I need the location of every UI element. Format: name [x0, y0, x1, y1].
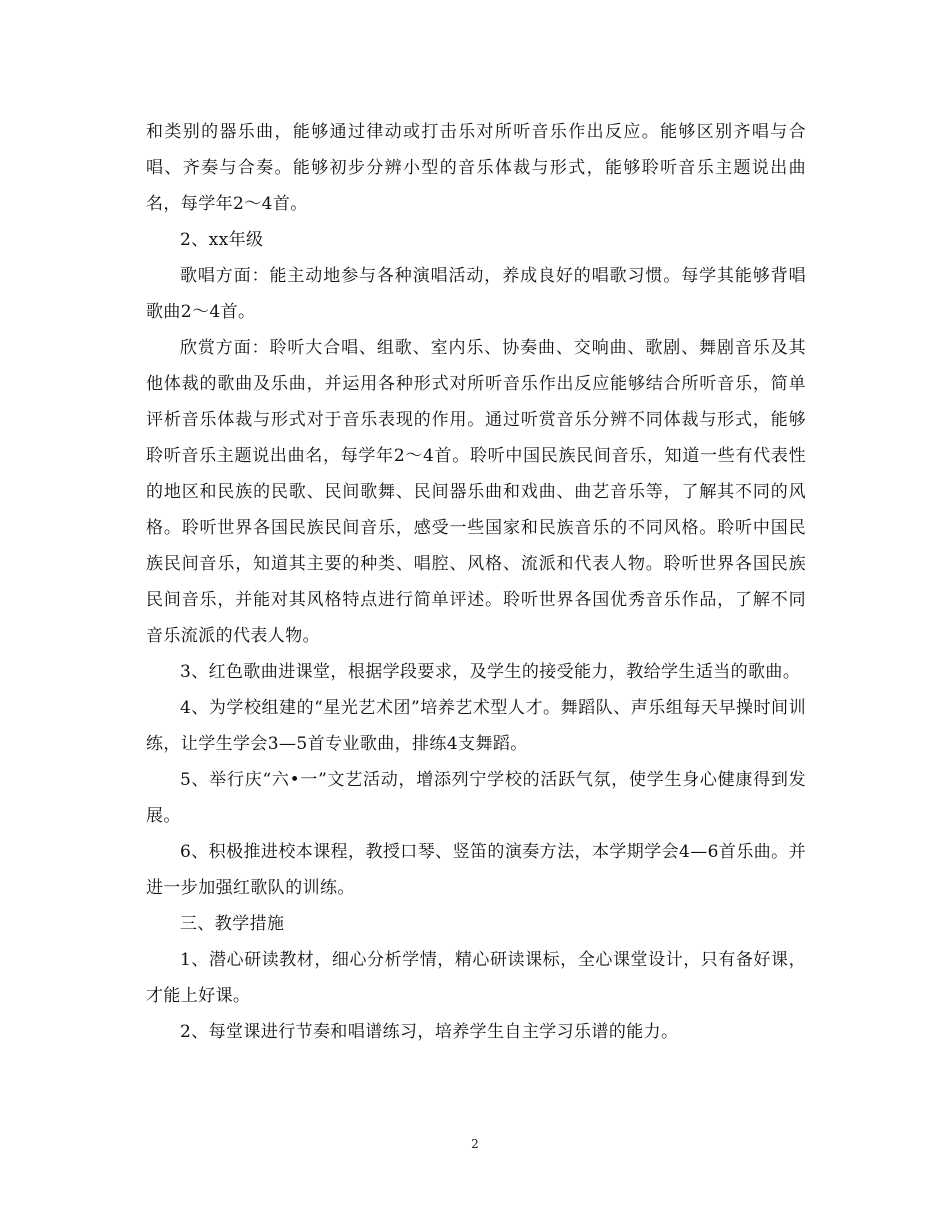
paragraph-childrens-day: 5、举行庆“六•一”文艺活动，增添列宁学校的活跃气氛，使学生身心健康得到发展。 — [146, 770, 806, 826]
paragraph-red-songs: 3、红色歌曲进课堂，根据学段要求，及学生的接受能力，教给学生适当的歌曲。 — [180, 662, 801, 682]
paragraph-continuation: 和类别的器乐曲，能够通过律动或打击乐对所听音乐作出反应。能够区别齐唱与合唱、齐奏与合奏。能够初步分辨小型的音乐体裁与形式，能够聆听音乐主题说出曲名，每学年2～4首。 — [146, 122, 806, 214]
paragraph-singing: 歌唱方面：能主动地参与各种演唱活动，养成良好的唱歌习惯。每学其能够背唱歌曲2～4首。 — [146, 266, 806, 322]
paragraph-art-troupe: 4、为学校组建的“星光艺术团”培养艺术型人才。舞蹈队、声乐组每天早操时间训练，让学生学会3—5首专业歌曲，排练4支舞蹈。 — [146, 698, 806, 754]
paragraph-measure-2: 2、每堂课进行节奏和唱谱练习，培养学生自主学习乐谱的能力。 — [180, 1022, 679, 1042]
paragraph-appreciation: 欣赏方面：聆听大合唱、组歌、室内乐、协奏曲、交响曲、歌剧、舞剧音乐及其他体裁的歌曲及乐曲，并运用各种形式对所听音乐作出反应能够结合所听音乐，简单评析音乐体裁与形式对于音乐表现的作用。通过听赏音乐分辨不同体裁与形式，能够聆听音乐主题说出曲名，每学年2～4首。聆听中国民族民间音乐，知道一些有代表性的地区和民族的民歌、民间歌舞、民间器乐曲和戏曲、曲艺音乐等，了解其不同的风格。聆听世界各国民族民间音乐，感受一些国家和民族音乐的不同风格。聆听中国民族民间音乐，知道其主要的种类、唱腔、风格、流派和代表人物。聆听世界各国民族民间音乐，并能对其风格特点进行简单评述。聆听世界各国优秀音乐作品，了解不同音乐流派的代表人物。 — [146, 338, 806, 646]
paragraph-school-course: 6、积极推进校本课程，教授口琴、竖笛的演奏方法，本学期学会4—6首乐曲。并进一步加强红歌队的训练。 — [146, 842, 806, 898]
body-text — [146, 114, 806, 1050]
paragraph-measure-1: 1、潜心研读教材，细心分析学情，精心研读课标，全心课堂设计，只有备好课，才能上好课。 — [146, 950, 806, 1006]
section-heading-teaching-measures: 三、教学措施 — [180, 914, 285, 934]
paragraph-grade-heading: 2、xx年级 — [180, 230, 264, 250]
page-number: 2 — [471, 1137, 479, 1151]
